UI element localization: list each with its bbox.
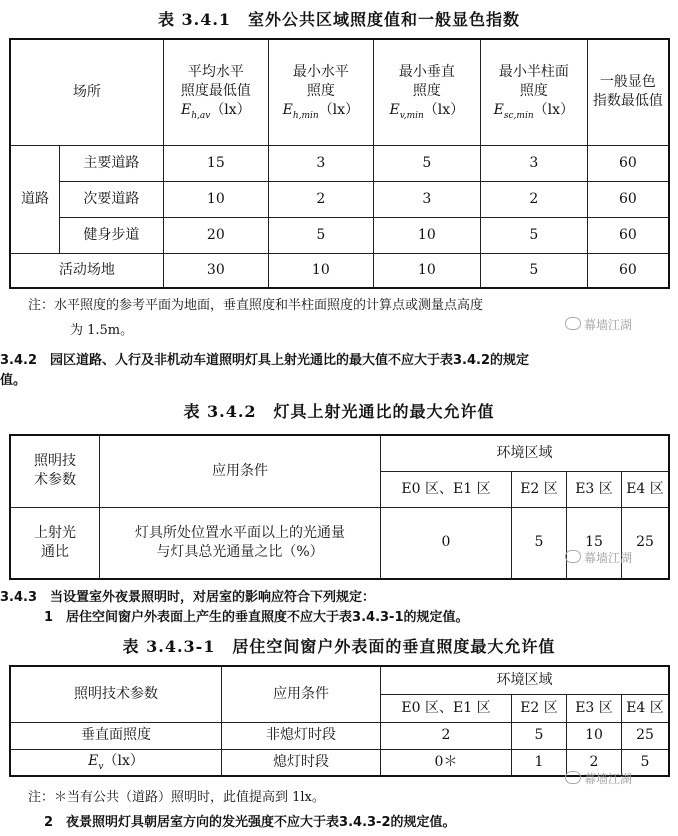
row-condition: 非熄灯时段 [222, 722, 381, 749]
row-condition: 灯具所处位置水平面以上的光通量 与灯具总光通量之比（%） [100, 507, 381, 579]
watermark: 幕墙江湖 [565, 770, 632, 787]
cell: 5 [622, 749, 670, 776]
cell: 2 [567, 749, 622, 776]
clause-3-4-2-cont: 值。 [0, 373, 27, 388]
cell: 25 [622, 507, 670, 579]
cell: 5 [512, 507, 567, 579]
cell: 60 [587, 181, 669, 217]
cell: 10 [163, 181, 268, 217]
row-condition: 熄灯时段 [222, 749, 381, 776]
chat-icon [565, 317, 581, 330]
cell: 10 [373, 217, 480, 253]
cell: 0＊ [381, 749, 512, 776]
header-sc-min: 最小半柱面 照度 $E_{sc,min}(lx)$ [480, 39, 587, 145]
row-name: 健身步道 [60, 217, 164, 253]
header-param: 照明技 术参数 [10, 435, 100, 507]
zone-header: E3 区 [567, 471, 622, 507]
cell: 20 [163, 217, 268, 253]
zone-header: E4 区 [622, 471, 670, 507]
header-env: 环境区域 [381, 435, 670, 471]
cell: 2 [381, 722, 512, 749]
cell: 10 [567, 722, 622, 749]
clause-3-4-3-item-1: 1 居住空间窗户外表面上产生的垂直照度不应大于表3.4.3-1的规定值。 [44, 610, 469, 625]
table-3-4-1 [9, 38, 670, 289]
watermark: 幕墙江湖 [565, 549, 632, 566]
clause-3-4-3: 3.4.3 当设置室外夜景照明时，对居室的影响应符合下列规定： [0, 590, 376, 605]
cell: 5 [512, 722, 567, 749]
param-symbol: $E_v(lx)$ [10, 749, 222, 776]
cell: 25 [622, 722, 670, 749]
group-road: 道路 [10, 145, 60, 253]
table-3-4-3-1 [9, 665, 670, 777]
cell: 3 [480, 145, 587, 181]
header-condition: 应用条件 [222, 666, 381, 722]
zone-header: E4 区 [622, 694, 670, 722]
cell: 3 [268, 145, 373, 181]
cell: 10 [268, 253, 373, 288]
cell: 15 [567, 507, 622, 579]
header-cri: 一般显色 指数最低值 [587, 39, 669, 145]
table-3-4-3-1-caption: 表 3.4.3-1 居住空间窗户外表面的垂直照度最大允许值 [122, 637, 556, 656]
cell: 10 [373, 253, 480, 288]
cell: 30 [163, 253, 268, 288]
row-name: 主要道路 [60, 145, 164, 181]
row-name: 次要道路 [60, 181, 164, 217]
chat-icon [565, 771, 581, 784]
header-env: 环境区域 [381, 666, 670, 694]
header-param: 照明技术参数 [10, 666, 222, 722]
cell: 5 [268, 217, 373, 253]
header-h-avg: 平均水平 照度最低值 $E_{h,av}(lx)$ [163, 39, 268, 145]
cell: 1 [512, 749, 567, 776]
zone-header: E3 区 [567, 694, 622, 722]
cell: 3 [373, 181, 480, 217]
clause-3-4-2: 3.4.2 园区道路、人行及非机动车道照明灯具上射光通比的最大值不应大于表3.4.2的规定 [0, 353, 530, 368]
cell: 60 [587, 217, 669, 253]
watermark: 幕墙江湖 [565, 316, 632, 333]
cell: 15 [163, 145, 268, 181]
header-place: 场所 [10, 39, 163, 145]
table-3-4-3-1-note: 注：＊当有公共（道路）照明时，此值提高到 1lx。 [28, 790, 325, 805]
cell: 0 [381, 507, 512, 579]
header-condition: 应用条件 [100, 435, 381, 507]
zone-header: E0 区、E1 区 [381, 471, 512, 507]
row-param: 上射光 通比 [10, 507, 100, 579]
cell: 5 [480, 217, 587, 253]
cell: 2 [480, 181, 587, 217]
cell: 60 [587, 253, 669, 288]
row-name: 活动场地 [10, 253, 163, 288]
header-h-min: 最小水平 照度 $E_{h,min}(lx)$ [268, 39, 373, 145]
zone-header: E0 区、E1 区 [381, 694, 512, 722]
cell: 5 [480, 253, 587, 288]
param-vertical-illuminance: 垂直面照度 [10, 722, 222, 749]
cell: 5 [373, 145, 480, 181]
table-3-4-2-caption: 表 3.4.2 灯具上射光通比的最大允许值 [183, 402, 495, 421]
table-3-4-1-caption: 表 3.4.1 室外公共区域照度值和一般显色指数 [157, 10, 521, 29]
zone-header: E2 区 [512, 471, 567, 507]
table-3-4-1-note: 注：水平照度的参考平面为地面，垂直照度和半柱面照度的计算点或测量点高度 [28, 298, 484, 313]
cell: 2 [268, 181, 373, 217]
zone-header: E2 区 [512, 694, 567, 722]
table-3-4-1-note-cont: 为 1.5m。 [70, 323, 134, 338]
header-v-min: 最小垂直 照度 $E_{v,min}(lx)$ [373, 39, 480, 145]
cell: 60 [587, 145, 669, 181]
chat-icon [565, 550, 581, 563]
clause-3-4-3-item-2: 2 夜景照明灯具朝居室方向的发光强度不应大于表3.4.3-2的规定值。 [44, 815, 456, 830]
